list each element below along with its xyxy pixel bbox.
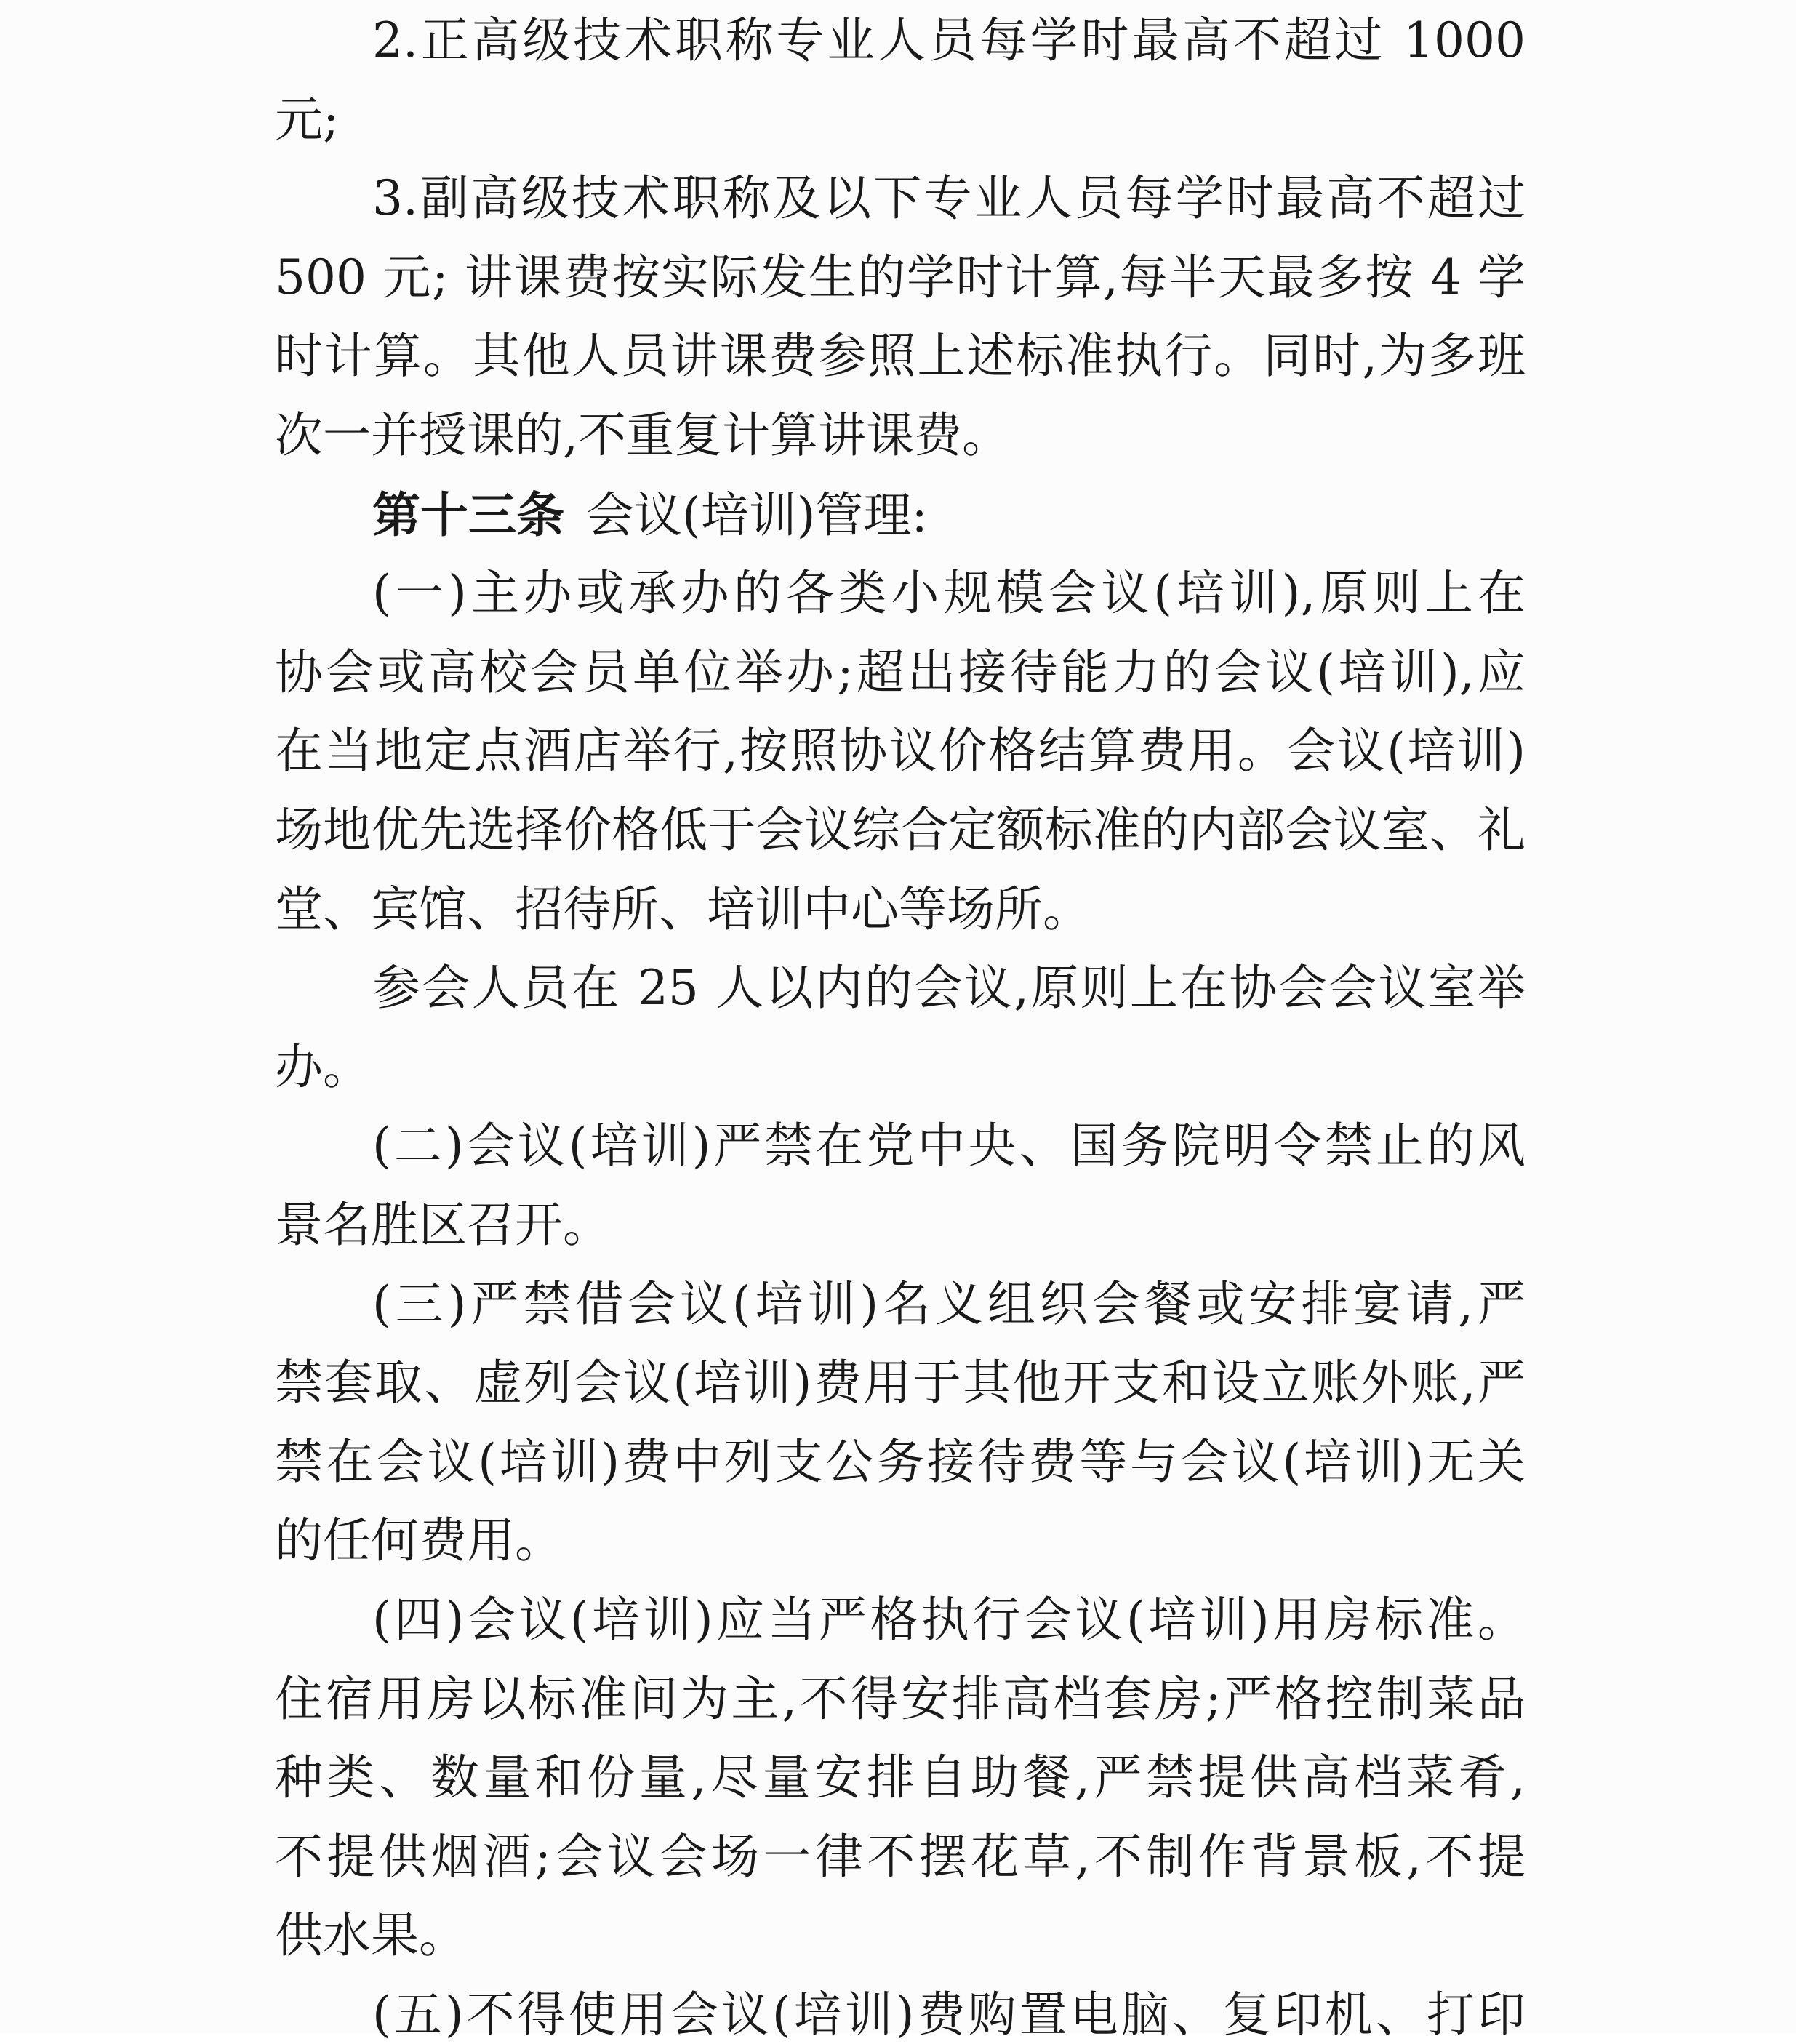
- text-line: [275, 1038, 371, 1097]
- line-text: (一)主办或承办的各类小规模会议(培训),原则上在: [372, 565, 1526, 621]
- text-line: [372, 959, 1526, 1017]
- text-line: [275, 1828, 1526, 1886]
- line-text: (二)会议(培训)严禁在党中央、国务院明令禁止的风: [372, 1118, 1526, 1174]
- line-text: 办。: [275, 1039, 371, 1095]
- line-text: 景名胜区召开。: [275, 1197, 611, 1253]
- text-line: [275, 327, 1526, 385]
- text-line: [275, 1196, 611, 1254]
- line-text: (四)会议(培训)应当严格执行会议(培训)用房标准。: [372, 1592, 1526, 1648]
- text-line: [275, 91, 339, 149]
- line-text: 堂、宾馆、招待所、培训中心等场所。: [275, 881, 1091, 937]
- text-line: [372, 1117, 1526, 1175]
- line-text: 会议(培训)管理:: [586, 487, 928, 543]
- text-line: [275, 1354, 1526, 1412]
- text-line: [275, 644, 1526, 702]
- line-text: 协会或高校会员单位举办;超出接待能力的会议(培训),应: [275, 644, 1526, 700]
- line-text: 的任何费用。: [275, 1512, 563, 1568]
- line-text: 参会人员在 25 人以内的会议,原则上在协会会议室举: [372, 960, 1526, 1016]
- line-text: (五)不得使用会议(培训)费购置电脑、复印机、打印: [372, 1987, 1526, 2043]
- text-line: [372, 169, 1526, 228]
- line-text: 次一并授课的,不重复计算讲课费。: [275, 407, 1010, 463]
- line-text: 3.副高级技术职称及以下专业人员每学时最高不超过: [372, 170, 1526, 226]
- line-text: 住宿用房以标准间为主,不得安排高档套房;严格控制菜品: [275, 1671, 1526, 1727]
- text-line: [372, 564, 1526, 622]
- text-line: [275, 1907, 467, 1965]
- text-line: [275, 801, 1526, 859]
- line-text: 500 元; 讲课费按实际发生的学时计算,每半天最多按 4 学: [275, 249, 1526, 305]
- text-line: [275, 1749, 1526, 1807]
- line-text: 禁套取、虚列会议(培训)费用于其他开支和设立账外账,严: [275, 1355, 1526, 1411]
- line-text: 种类、数量和份量,尽量安排自助餐,严禁提供高档菜肴,: [275, 1750, 1526, 1805]
- line-text: 不提供烟酒;会议会场一律不摆花草,不制作背景板,不提: [275, 1829, 1526, 1885]
- line-text: 时计算。其他人员讲课费参照上述标准执行。同时,为多班: [275, 328, 1526, 384]
- text-line: [372, 1986, 1526, 2044]
- text-line: [275, 249, 1526, 307]
- text-line: [275, 1433, 1526, 1491]
- line-text: 供水果。: [275, 1907, 467, 1963]
- line-text: 在当地定点酒店举行,按照协议价格结算费用。会议(培训): [275, 723, 1526, 779]
- text-line: [275, 406, 1010, 465]
- line-text: 禁在会议(培训)费中列支公务接待费等与会议(培训)无关: [275, 1434, 1526, 1490]
- line-text: 元;: [275, 92, 340, 148]
- text-line: [275, 1512, 563, 1570]
- text-line: [275, 722, 1526, 780]
- line-text: 2.正高级技术职称专业人员每学时最高不超过 1000: [372, 12, 1526, 68]
- text-line: [372, 12, 1526, 70]
- line-text: 场地优先选择价格低于会议综合定额标准的内部会议室、礼: [275, 802, 1526, 858]
- text-line: [372, 486, 928, 544]
- text-line: [372, 1275, 1526, 1334]
- text-line: [275, 1670, 1526, 1728]
- article-heading: 第十三条: [372, 486, 564, 543]
- line-text: (三)严禁借会议(培训)名义组织会餐或安排宴请,严: [372, 1276, 1526, 1332]
- text-line: [372, 1591, 1526, 1649]
- text-line: [275, 881, 1091, 939]
